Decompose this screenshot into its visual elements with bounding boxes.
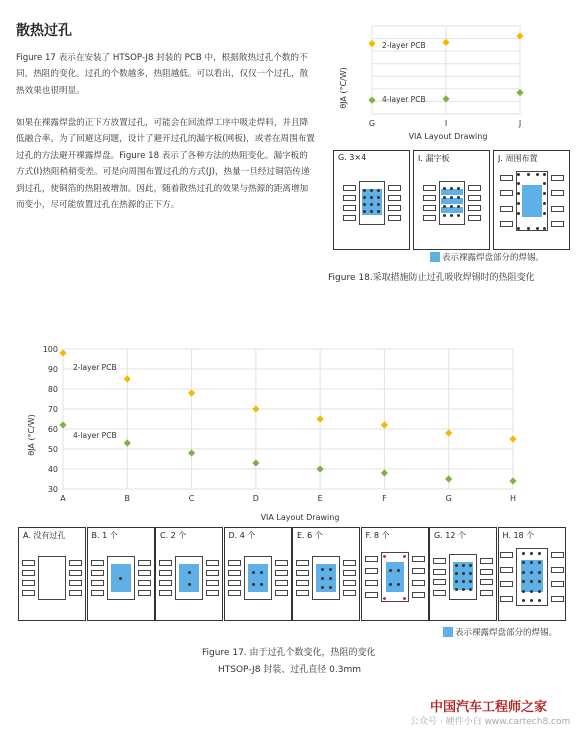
via-dot <box>363 210 366 213</box>
via-dot <box>522 552 525 555</box>
package-pin <box>275 590 288 596</box>
package-pin <box>228 560 241 566</box>
via-dot <box>370 210 373 213</box>
via-dot <box>397 583 400 586</box>
via-dot <box>383 555 386 558</box>
fig18-chart <box>330 18 580 143</box>
via-dot <box>517 227 520 230</box>
via-dot <box>188 583 191 586</box>
package-pin <box>91 570 104 576</box>
package-pin <box>480 569 493 575</box>
package-pin <box>551 221 564 227</box>
via-dot <box>403 597 406 600</box>
fig17-subcaption: HTSOP-J8 封装、过孔直径 0.3mm <box>218 665 361 675</box>
fig17-x-tick-label: F <box>382 494 387 503</box>
via-dot <box>329 586 332 589</box>
via-dot <box>517 212 520 215</box>
package-pin <box>551 175 564 181</box>
package-pin <box>412 580 425 586</box>
fig17-point-four-layer <box>124 439 131 446</box>
fig17-x-tick-label: D <box>252 494 259 503</box>
package-pin <box>275 560 288 566</box>
via-dot <box>443 196 446 199</box>
via-dot <box>462 572 465 575</box>
fig18-point-two-layer <box>368 40 375 47</box>
package-pin <box>480 579 493 585</box>
package-pin <box>296 580 309 586</box>
package-pin <box>433 558 446 564</box>
fig17-x-axis-label: VIA Layout Drawing <box>260 513 340 522</box>
package-pin <box>412 592 425 598</box>
fig17-point-two-layer <box>509 435 516 442</box>
fig17-point-four-layer <box>252 459 259 466</box>
package-pin <box>500 190 513 196</box>
via-dot <box>370 203 373 206</box>
fig17-package-f <box>361 527 429 621</box>
fig17-plot-frame <box>63 349 513 489</box>
via-dot <box>321 568 324 571</box>
package-pin <box>22 560 35 566</box>
package-pin <box>551 581 564 587</box>
via-dot <box>370 189 373 192</box>
fig17-y-tick-label: 30 <box>47 485 58 494</box>
package-pin <box>159 590 172 596</box>
solder-swatch-icon <box>443 627 453 637</box>
exposed-pad-solder <box>521 560 543 592</box>
package-pin <box>388 215 401 221</box>
via-dot <box>389 583 392 586</box>
fig17-legend <box>443 626 557 638</box>
package-pin <box>69 590 82 596</box>
fig18-y-axis-label: θJA (°C/W) <box>339 67 348 109</box>
via-dot <box>457 187 460 190</box>
package-pin <box>159 560 172 566</box>
fig17-package-a-label: A. 没有过孔 <box>23 531 66 540</box>
via-dot <box>538 599 541 602</box>
via-dot <box>543 192 546 195</box>
fig18-point-four-layer <box>516 89 523 96</box>
via-dot <box>536 173 539 176</box>
via-dot <box>363 189 366 192</box>
via-dot <box>329 568 332 571</box>
fig17-package-d <box>224 527 292 621</box>
fig18-package-g-label: G. 3×4 <box>338 153 367 162</box>
package-pin <box>412 556 425 562</box>
fig17-package-d-label: D. 4 个 <box>228 531 256 540</box>
package-pin <box>22 570 35 576</box>
via-dot <box>543 173 546 176</box>
package-pin <box>206 580 219 586</box>
exposed-pad-solder <box>316 564 336 592</box>
fig18-package-i-label: I. 漏字板 <box>418 154 450 163</box>
fig18-package-g <box>333 150 410 250</box>
via-dot <box>377 189 380 192</box>
via-dot <box>321 577 324 580</box>
via-dot <box>260 583 263 586</box>
via-dot <box>517 192 520 195</box>
package-pin <box>423 205 436 211</box>
package-pin <box>343 215 356 221</box>
package-pin <box>480 590 493 596</box>
fig17-package-e-label: E. 6 个 <box>297 531 323 540</box>
via-dot <box>543 182 546 185</box>
exposed-pad-solder <box>441 207 463 213</box>
via-dot <box>455 572 458 575</box>
via-dot <box>119 577 122 580</box>
package-pin <box>388 205 401 211</box>
via-dot <box>538 590 541 593</box>
fig17-point-four-layer <box>445 475 452 482</box>
section-title: 散热过孔 <box>16 23 72 39</box>
package-pin <box>468 185 481 191</box>
fig18-legend <box>430 251 544 263</box>
package-pin <box>206 590 219 596</box>
via-dot <box>538 571 541 574</box>
package-pin <box>365 580 378 586</box>
package-pin <box>433 590 446 596</box>
exposed-pad-solder <box>386 562 404 592</box>
via-dot <box>455 588 458 591</box>
package-pin <box>551 567 564 573</box>
package-pin <box>433 569 446 575</box>
fig18-package-j <box>493 150 570 250</box>
via-dot <box>457 205 460 208</box>
fig17-caption: Figure 17. 由于过孔个数变化，热阻的变化 <box>202 648 376 658</box>
package-pin <box>138 570 151 576</box>
fig17-x-tick-label: H <box>509 494 517 503</box>
via-dot <box>455 580 458 583</box>
fig18-series-label: 4-layer PCB <box>382 95 426 104</box>
fig18-package-i <box>413 150 490 250</box>
fig17-point-two-layer <box>124 375 131 382</box>
fig17-y-tick-label: 90 <box>47 365 58 374</box>
via-dot <box>530 580 533 583</box>
package-pin <box>138 590 151 596</box>
via-dot <box>530 571 533 574</box>
via-dot <box>403 555 406 558</box>
fig17-y-tick-label: 80 <box>47 385 58 394</box>
fig17-point-four-layer <box>317 465 324 472</box>
via-dot <box>469 572 472 575</box>
package-pin <box>343 195 356 201</box>
package-pin <box>69 560 82 566</box>
watermark-brand: 中国汽车工程师之家 <box>430 700 548 715</box>
fig17-y-tick-label: 50 <box>47 445 58 454</box>
fig17-point-two-layer <box>188 389 195 396</box>
via-dot <box>527 227 530 230</box>
via-dot <box>530 552 533 555</box>
fig17-point-two-layer <box>317 415 324 422</box>
paragraph-1: Figure 17 表示在安装了 HTSOP-J8 封装的 PCB 中，根据散热过孔个数的不同，热阻的变化。过孔的个数越多，热阻越低。可以看出，仅仅一个过孔，散热效果也很明显。 <box>16 53 309 96</box>
package-pin <box>551 190 564 196</box>
package-pin <box>22 580 35 586</box>
package-pin <box>138 560 151 566</box>
fig18-legend-text: 表示裸露焊盘部分的焊锡。 <box>442 253 545 263</box>
fig17-package-h <box>498 527 566 621</box>
via-dot <box>377 203 380 206</box>
package-pin <box>69 580 82 586</box>
fig17-series-label: 4-layer PCB <box>73 431 117 440</box>
package-pin <box>22 590 35 596</box>
exposed-pad-solder <box>441 189 463 195</box>
exposed-pad-solder <box>441 198 463 204</box>
fig17-point-four-layer <box>381 469 388 476</box>
package-pin <box>343 205 356 211</box>
via-dot <box>443 214 446 217</box>
fig17-legend-text: 表示裸露焊盘部分的焊锡。 <box>455 628 558 638</box>
fig17-point-four-layer <box>188 449 195 456</box>
package-pin <box>500 567 513 573</box>
solder-swatch-icon <box>430 252 440 262</box>
package-pin <box>365 568 378 574</box>
via-dot <box>536 227 539 230</box>
via-dot <box>522 580 525 583</box>
via-dot <box>252 583 255 586</box>
via-dot <box>538 552 541 555</box>
package-pin <box>500 221 513 227</box>
fig17-chart <box>20 340 565 525</box>
via-dot <box>397 569 400 572</box>
via-dot <box>443 187 446 190</box>
via-dot <box>543 227 546 230</box>
fig18-package-j-label: J. 周围布置 <box>498 154 538 163</box>
fig17-series-label: 2-layer PCB <box>73 363 117 372</box>
via-dot <box>469 580 472 583</box>
via-dot <box>252 571 255 574</box>
via-dot <box>450 187 453 190</box>
fig17-y-tick-label: 100 <box>42 345 58 354</box>
package-pin <box>275 570 288 576</box>
fig17-package-b <box>87 527 155 621</box>
package-pin <box>91 590 104 596</box>
package-pin <box>159 580 172 586</box>
via-dot <box>517 202 520 205</box>
package-pin <box>551 206 564 212</box>
via-dot <box>530 561 533 564</box>
package-pin <box>468 205 481 211</box>
fig17-x-tick-label: C <box>188 494 195 503</box>
package-pin <box>206 560 219 566</box>
package-pin <box>480 558 493 564</box>
package-pin <box>412 568 425 574</box>
fig17-point-two-layer <box>381 421 388 428</box>
fig17-x-tick-label: A <box>60 494 66 503</box>
fig17-x-tick-label: E <box>317 494 323 503</box>
package-pin <box>296 560 309 566</box>
fig17-package-b-label: B. 1 个 <box>91 531 118 540</box>
via-dot <box>543 202 546 205</box>
via-dot <box>377 210 380 213</box>
exposed-pad-solder <box>522 185 542 217</box>
watermark-site: 公众号 · 硬件小白 www.cartech8.com <box>410 717 571 727</box>
via-dot <box>363 196 366 199</box>
package-pin <box>343 590 356 596</box>
fig17-y-tick-label: 40 <box>47 465 58 474</box>
package-pin <box>296 570 309 576</box>
fig17-point-two-layer <box>445 429 452 436</box>
package-pin <box>343 185 356 191</box>
via-dot <box>450 214 453 217</box>
via-dot <box>363 203 366 206</box>
package-pin <box>159 570 172 576</box>
via-dot <box>188 571 191 574</box>
fig17-package-a <box>18 527 86 621</box>
package-pin <box>343 580 356 586</box>
paragraph-2: 如果在裸露焊盘的正下方放置过孔，可能会在回流焊工序中吸走焊料，并且降低融合率。为了回避这问题，设计了避开过孔的漏字板(网板)，或者在周围布置过孔的方法避开裸露焊盘。Figure 18 表示了各种方法的热阻变化。漏字板的方式(I)热阻稍稍变差。可是向周围布置过孔的方式(J)，热量一旦经过铜箔传递到过孔，使铜箔的热阻被增加。因此，随着散热过孔的效果与热源的距离增加而变小，尽可能放置过孔在热源的正下方。 <box>16 118 315 211</box>
via-dot <box>260 571 263 574</box>
fig18-x-axis-label: VIA Layout Drawing <box>408 132 488 141</box>
via-dot <box>522 571 525 574</box>
via-dot <box>462 580 465 583</box>
package-pin <box>500 206 513 212</box>
via-dot <box>522 561 525 564</box>
package-pin <box>275 580 288 586</box>
via-dot <box>517 173 520 176</box>
via-dot <box>455 564 458 567</box>
package-pin <box>433 579 446 585</box>
via-dot <box>543 212 546 215</box>
fig17-x-tick-label: G <box>445 494 452 503</box>
package-pin <box>206 570 219 576</box>
via-dot <box>389 569 392 572</box>
fig17-package-c <box>155 527 223 621</box>
via-dot <box>530 599 533 602</box>
package-pin <box>388 185 401 191</box>
package-pin <box>365 592 378 598</box>
via-dot <box>370 196 373 199</box>
via-dot <box>462 564 465 567</box>
via-dot <box>377 196 380 199</box>
package-pin <box>551 596 564 602</box>
package-pin <box>91 580 104 586</box>
via-dot <box>457 196 460 199</box>
package-pin <box>500 581 513 587</box>
fig17-point-two-layer <box>59 349 66 356</box>
fig18-x-tick-label: J <box>518 119 522 128</box>
exposed-pad-solder <box>248 564 268 592</box>
via-dot <box>469 564 472 567</box>
fig17-point-four-layer <box>509 477 516 484</box>
fig18-point-four-layer <box>368 97 375 104</box>
fig18-series-label: 2-layer PCB <box>382 41 426 50</box>
via-dot <box>329 577 332 580</box>
package-pin <box>365 556 378 562</box>
fig18-point-two-layer <box>442 39 449 46</box>
via-dot <box>527 173 530 176</box>
package-pin <box>228 570 241 576</box>
package-pin <box>296 590 309 596</box>
package-pin <box>69 570 82 576</box>
package-pin <box>228 580 241 586</box>
fig17-package-h-label: H. 18 个 <box>502 531 535 540</box>
via-dot <box>538 561 541 564</box>
fig17-y-tick-label: 70 <box>47 405 58 414</box>
package-pin <box>138 580 151 586</box>
via-dot <box>530 590 533 593</box>
package-pin <box>423 185 436 191</box>
package-pin <box>500 596 513 602</box>
via-dot <box>443 205 446 208</box>
package-pin <box>343 570 356 576</box>
package-pin <box>500 552 513 558</box>
package-pin <box>500 175 513 181</box>
package-pin <box>343 560 356 566</box>
fig17-y-tick-label: 60 <box>47 425 58 434</box>
fig17-point-two-layer <box>252 405 259 412</box>
fig17-point-four-layer <box>59 421 66 428</box>
fig18-x-tick-label: I <box>444 119 448 128</box>
package-pin <box>468 195 481 201</box>
fig17-package-g <box>429 527 497 621</box>
fig17-package-g-label: G. 12 个 <box>434 531 467 540</box>
package-pin <box>468 215 481 221</box>
via-dot <box>450 196 453 199</box>
package-pin <box>423 215 436 221</box>
package-body <box>38 556 66 600</box>
via-dot <box>522 599 525 602</box>
via-dot <box>522 590 525 593</box>
fig17-package-c-label: C. 2 个 <box>160 531 187 540</box>
via-dot <box>450 205 453 208</box>
via-dot <box>517 182 520 185</box>
exposed-pad-solder <box>179 564 199 592</box>
via-dot <box>457 214 460 217</box>
fig18-x-tick-label: G <box>368 119 376 128</box>
package-pin <box>551 552 564 558</box>
fig17-package-e <box>292 527 360 621</box>
fig17-package-f-label: F. 8 个 <box>365 531 390 540</box>
package-pin <box>388 195 401 201</box>
package-pin <box>91 560 104 566</box>
fig18-caption: Figure 18.采取措施防止过孔吸收焊锡时的热阻变化 <box>328 273 535 283</box>
via-dot <box>469 588 472 591</box>
via-dot <box>462 588 465 591</box>
via-dot <box>383 597 386 600</box>
via-dot <box>538 580 541 583</box>
via-dot <box>321 586 324 589</box>
package-pin <box>423 195 436 201</box>
fig17-x-tick-label: B <box>124 494 131 503</box>
fig17-y-axis-label: θJA (°C/W) <box>27 414 36 456</box>
package-pin <box>228 590 241 596</box>
